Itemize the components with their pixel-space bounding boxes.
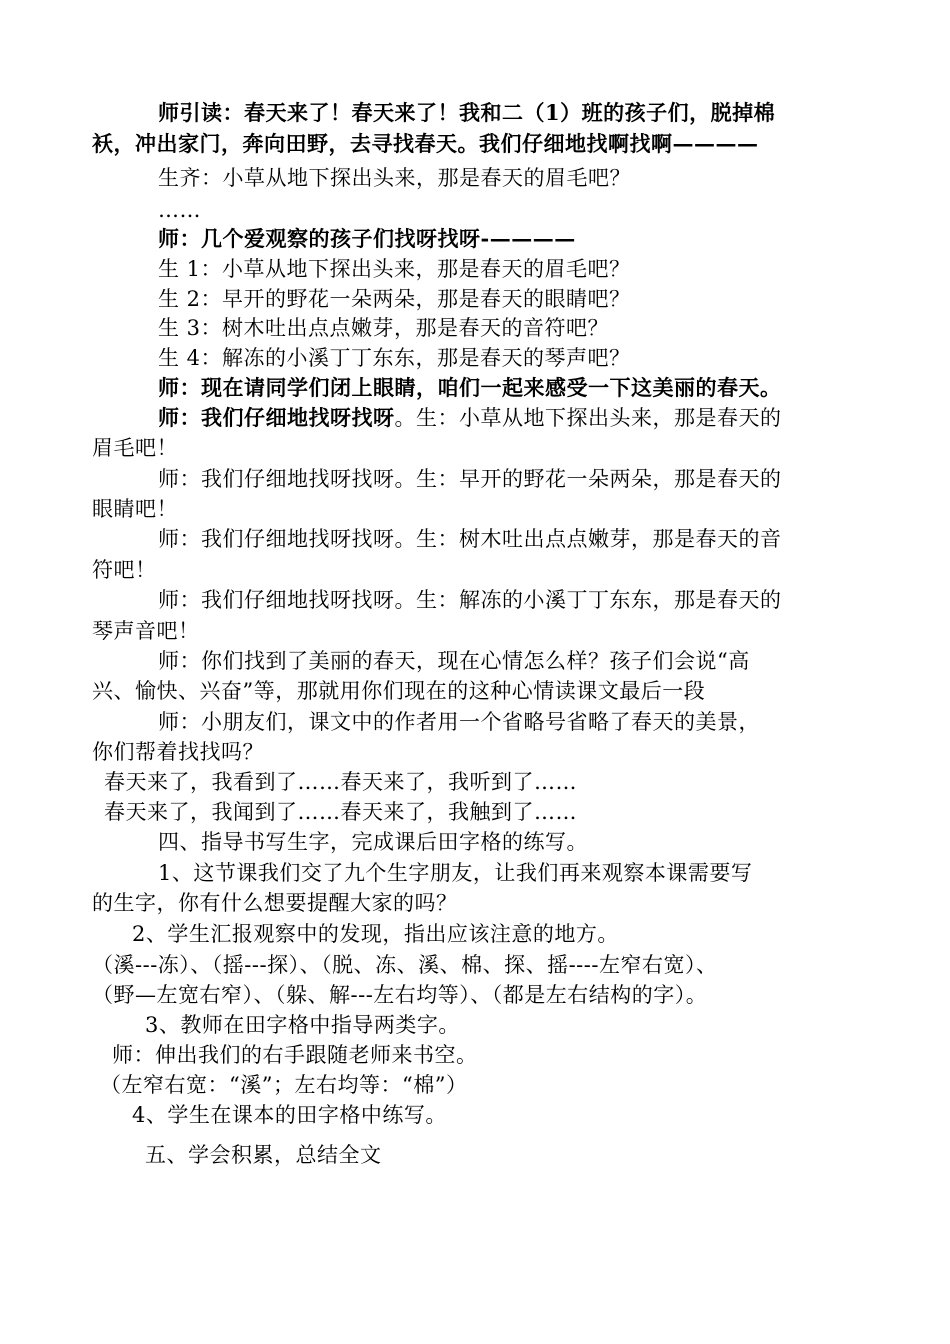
paragraph-line: 师：我们仔细地找呀找呀。生：树木吐出点点嫩芽，那是春天的音 [158,527,782,551]
paragraph-line: 生 2：早开的野花一朵两朵，那是春天的眼睛吧？ [158,287,631,311]
paragraph-line: 师：几个爱观察的孩子们找呀找呀-———— [158,226,576,251]
paragraph-line: 兴、愉快、兴奋”等，那就用你们现在的这种心情读课文最后一段 [92,679,706,703]
paragraph-line: 师：现在请同学们闭上眼睛，咱们一起来感受一下这美丽的春天。 [158,375,782,400]
paragraph-line: 琴声音吧！ [92,619,200,643]
paragraph-line: 生齐：小草从地下探出头来，那是春天的眉毛吧？ [158,166,631,190]
paragraph-line: （野—左宽右窄）、（躲、解---左右均等）、（都是左右结构的字）。 [92,983,708,1007]
paragraph-line: 师：我们仔细地找呀找呀。生：早开的野花一朵两朵，那是春天的 [158,467,782,491]
paragraph-line: 师引读：春天来了！春天来了！我和二（1）班的孩子们，脱掉棉 [158,100,776,125]
paragraph-line: …… [158,198,201,222]
paragraph-line: 3、教师在田字格中指导两类字。 [145,1013,460,1037]
paragraph-line: 袄，冲出家门，奔向田野，去寻找春天。我们仔细地找啊找啊———— [92,131,759,156]
paragraph-line: 4、学生在课本的田字格中练写。 [132,1103,447,1127]
paragraph-line: 眼睛吧！ [92,497,178,521]
paragraph-line [158,403,782,433]
paragraph-line: 师：你们找到了美丽的春天，现在心情怎么样？孩子们会说“高 [158,649,750,673]
paragraph-line: 符吧！ [92,558,157,582]
paragraph-line: 生 1：小草从地下探出头来，那是春天的眉毛吧？ [158,257,631,281]
paragraph-line: （溪---冻）、（摇---探）、（脱、冻、溪、棉、探、摇----左窄右宽）、 [92,953,718,977]
paragraph-line: 1、这节课我们交了九个生字朋友，让我们再来观察本课需要写 [158,861,753,885]
paragraph-line: 眉毛吧！ [92,436,178,460]
paragraph-line: 春天来了，我闻到了……春天来了，我触到了…… [104,800,577,824]
paragraph-line: 师：伸出我们的右手跟随老师来书空。 [112,1043,478,1067]
paragraph-line: 生 4：解冻的小溪丁丁东东，那是春天的琴声吧？ [158,346,631,370]
paragraph-line: 师：我们仔细地找呀找呀。生：解冻的小溪丁丁东东，那是春天的 [158,588,782,612]
paragraph-line: 春天来了，我看到了……春天来了，我听到了…… [104,770,577,794]
paragraph-line: 的生字，你有什么想要提醒大家的吗？ [92,891,458,915]
paragraph-line: 你们帮着找找吗？ [92,740,264,764]
paragraph-line: 生 3：树木吐出点点嫩芽，那是春天的音符吧？ [158,316,610,340]
paragraph-line: （左窄右宽：“溪”；左右均等：“棉”） [100,1073,468,1097]
paragraph-line: 师：小朋友们，课文中的作者用一个省略号省略了春天的美景， [158,710,760,734]
section-heading: 五、学会积累，总结全文 [145,1143,382,1167]
section-heading: 四、指导书写生字，完成课后田字格的练写。 [158,830,588,854]
paragraph-line: 2、学生汇报观察中的发现，指出应该注意的地方。 [132,922,619,946]
teacher-bold-lead: 师：我们仔细地找呀找呀 [158,405,395,430]
line-remainder: 。生：小草从地下探出头来，那是春天的 [394,406,782,430]
